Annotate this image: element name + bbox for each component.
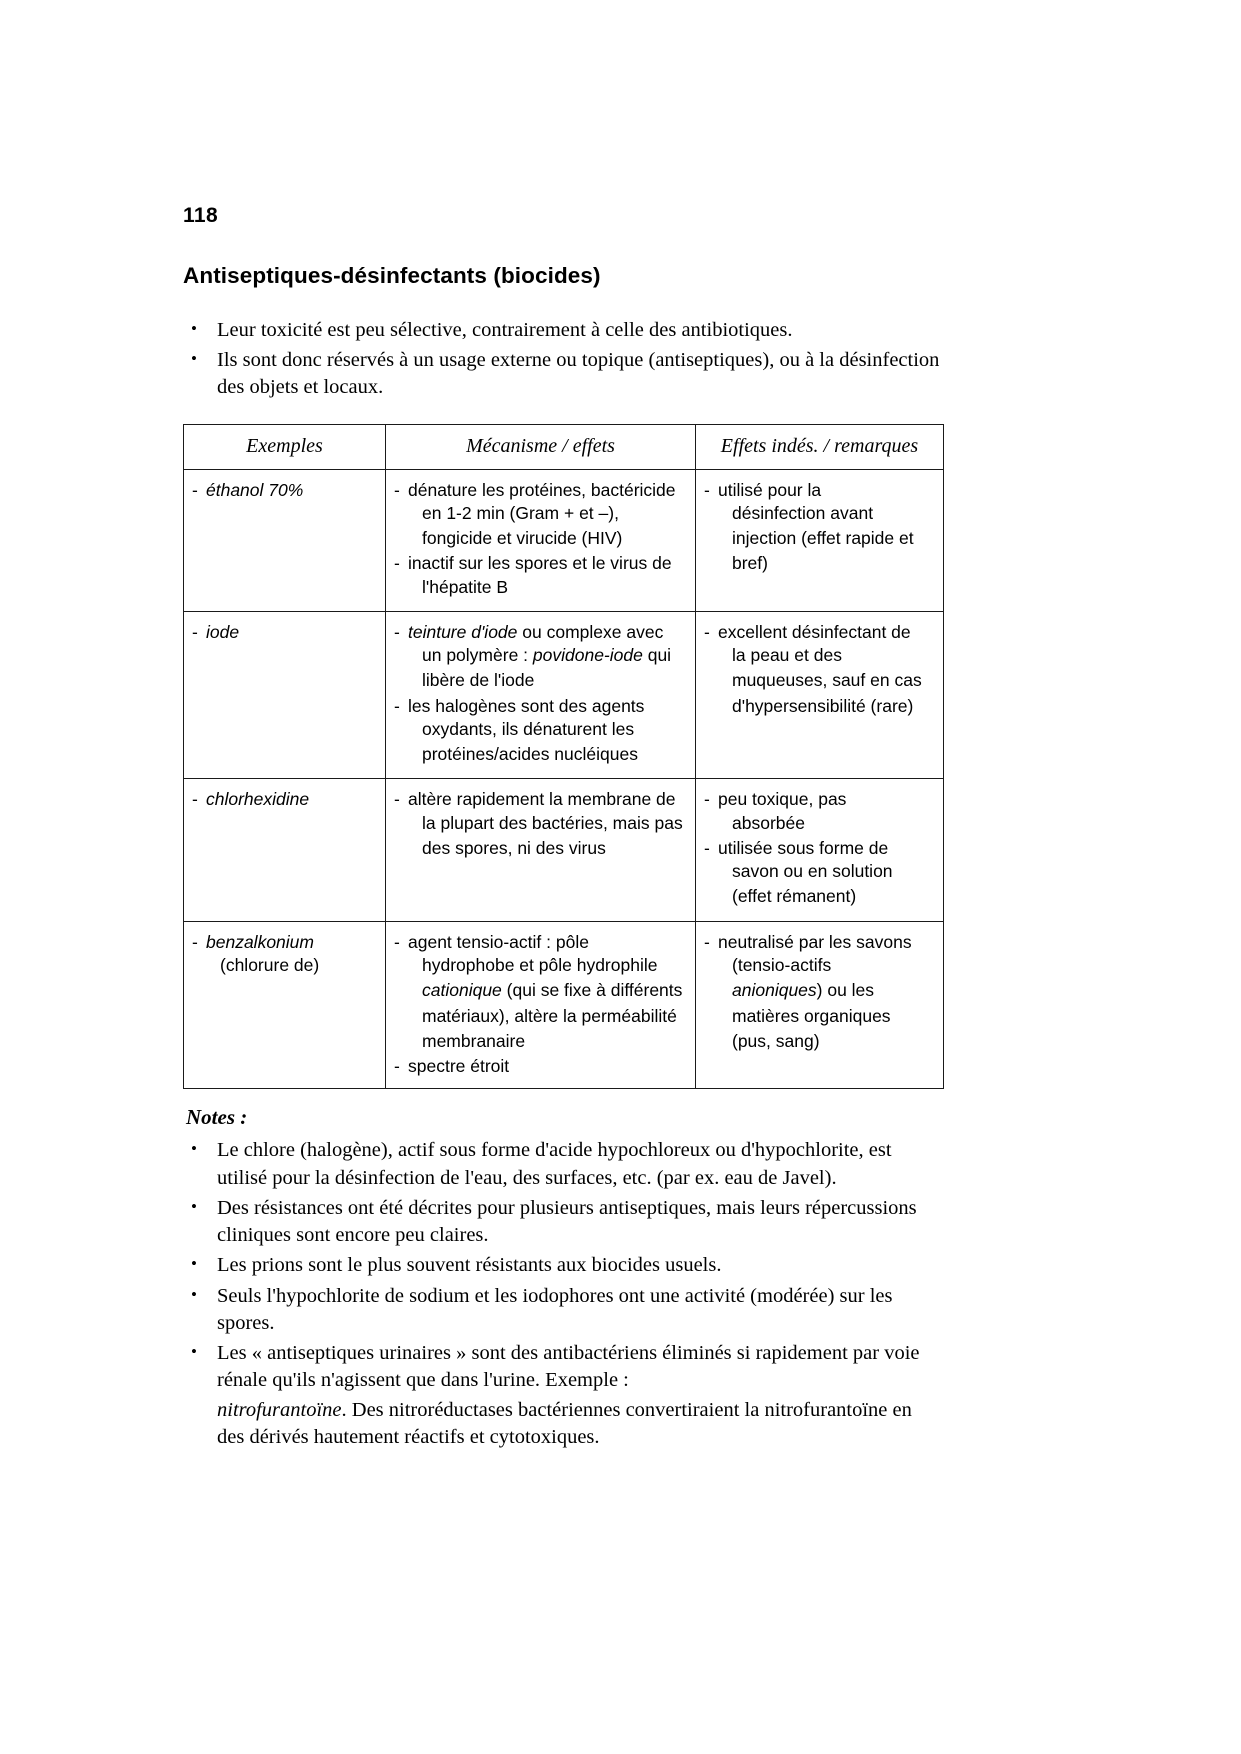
- effects-text-cont: (tensio-actifs: [732, 955, 832, 976]
- mechanism-text-cont: protéines/acides nucléiques: [422, 744, 638, 765]
- page-number: 118: [183, 204, 219, 227]
- mechanism-text-cont: [408, 979, 687, 1002]
- dash-marker: -: [704, 479, 710, 500]
- notes-bullet-list: [183, 1137, 943, 1451]
- mechanism-text-cont: des spores, ni des virus: [422, 837, 606, 858]
- effects-text-cont: savon ou en solution: [732, 861, 893, 882]
- table-header-row: [184, 424, 944, 469]
- mechanism-text: inactif sur les spores et le virus de: [408, 553, 672, 574]
- mechanism-entry: [394, 1055, 687, 1078]
- effects-text-cont: matières organiques: [732, 1005, 891, 1026]
- note-bullet-1: • Le chlore (halogène), actif sous forme d'acide hypochloreux ou d'hypochlorite, est utilisé pour la désinfection de l'eau, des surfaces, etc. (par ex. eau de Javel).: [183, 1137, 943, 1192]
- effects-text: neutralisé par les savons: [718, 931, 912, 952]
- effects-text-cont: (pus, sang): [732, 1030, 820, 1051]
- example-name-sub: (chlorure de): [220, 955, 320, 976]
- dash-marker: -: [192, 931, 198, 952]
- table-row: [184, 921, 944, 1089]
- page-title: Antiseptiques-désinfectants (biocides): [183, 263, 601, 288]
- cell-effects: [696, 611, 944, 779]
- notes-heading: Notes :: [186, 1105, 248, 1130]
- example-name: iode: [206, 621, 240, 642]
- example-entry: [192, 621, 377, 644]
- cell-example: [184, 611, 386, 779]
- dash-marker: -: [394, 931, 400, 952]
- cell-mechanism: [386, 779, 696, 921]
- mechanism-text-cont: fongicide et virucide (HIV): [422, 528, 623, 549]
- mechanism-text-cont: la plupart des bactéries, mais pas: [422, 812, 683, 833]
- mechanism-text-cont: libère de l'iode: [422, 670, 535, 691]
- cell-example: [184, 779, 386, 921]
- drug-name: nitrofurantoïne: [217, 1398, 342, 1421]
- mechanism-text: altère rapidement la membrane de: [408, 789, 676, 810]
- cell-effects: [696, 779, 944, 921]
- example-name: benzalkonium: [206, 931, 314, 952]
- table-header-examples: Exemples: [184, 424, 386, 469]
- mechanism-term: cationique: [422, 980, 502, 1001]
- effects-text-cont: injection (effet rapide et: [732, 528, 914, 549]
- dash-marker: -: [704, 789, 710, 810]
- mechanism-entry: [394, 621, 687, 693]
- example-name: éthanol 70%: [206, 479, 304, 500]
- mechanism-text-cont: membranaire: [422, 1030, 526, 1051]
- cell-mechanism: [386, 921, 696, 1089]
- effects-entry: [704, 837, 935, 909]
- mechanism-entry: [394, 695, 687, 767]
- table-row: [184, 469, 944, 611]
- cell-mechanism: [386, 611, 696, 779]
- effects-text: utilisée sous forme de: [718, 837, 889, 858]
- effects-text-cont: (effet rémanent): [732, 886, 857, 907]
- mechanism-text: qui: [642, 645, 672, 666]
- mechanism-entry: [394, 788, 687, 860]
- effects-entry: [704, 931, 935, 1053]
- effects-text: excellent désinfectant de: [718, 621, 911, 642]
- mechanism-text: (qui se fixe à différents: [501, 980, 683, 1001]
- intro-bullet-2: • Ils sont donc réservés à un usage externe ou topique (antiseptiques), ou à la désinfection des objets et locaux.: [183, 347, 943, 402]
- dash-marker: -: [192, 789, 198, 810]
- dash-marker: -: [704, 837, 710, 858]
- note-bullet-5: [183, 1340, 943, 1451]
- effects-text: utilisé pour la: [718, 479, 822, 500]
- mechanism-text-cont: oxydants, ils dénaturent les: [422, 718, 635, 739]
- mechanism-text-cont: en 1-2 min (Gram + et –),: [422, 502, 619, 523]
- note-bullet-3: • Les prions sont le plus souvent résistants aux biocides usuels.: [183, 1252, 943, 1279]
- cell-example: [184, 469, 386, 611]
- antiseptics-table: [183, 424, 944, 1090]
- effects-text-cont: bref): [732, 553, 768, 574]
- intro-bullet-1: • Leur toxicité est peu sélective, contrairement à celle des antibiotiques.: [183, 317, 943, 344]
- effects-text-cont: d'hypersensibilité (rare): [732, 695, 914, 716]
- note-bullet-4: • Seuls l'hypochlorite de sodium et les iodophores ont une activité (modérée) sur les spores.: [183, 1283, 943, 1338]
- dash-marker: -: [394, 479, 400, 500]
- effects-text-cont: [718, 979, 935, 1002]
- mechanism-entry: [394, 479, 687, 551]
- effects-text-cont: désinfection avant: [732, 502, 874, 523]
- dash-marker: -: [394, 789, 400, 810]
- mechanism-text: agent tensio-actif : pôle: [408, 931, 589, 952]
- dash-marker: -: [704, 931, 710, 952]
- effects-entry: [704, 479, 935, 576]
- example-entry: [192, 479, 377, 502]
- table-row: [184, 611, 944, 779]
- effects-text-cont: la peau et des: [732, 645, 842, 666]
- example-entry: [192, 931, 377, 978]
- cell-effects: [696, 469, 944, 611]
- dash-marker: -: [192, 621, 198, 642]
- effects-text-cont: muqueuses, sauf en cas: [732, 670, 922, 691]
- intro-bullet-list: [183, 317, 943, 402]
- effects-text-cont: absorbée: [732, 812, 805, 833]
- note-text-rest: . Des nitroréductases bactériennes convertiraient la nitrofurantoïne en des dérivés hautement réactifs et cytotoxiques.: [217, 1398, 912, 1448]
- mechanism-entry: [394, 931, 687, 1053]
- note-text-part2: [217, 1397, 943, 1452]
- mechanism-text-cont: hydrophobe et pôle hydrophile: [422, 955, 658, 976]
- dash-marker: -: [394, 1056, 400, 1077]
- mechanism-term: teinture d'iode: [408, 621, 518, 642]
- table-header-effects: Effets indés. / remarques: [696, 424, 944, 469]
- mechanism-text: les halogènes sont des agents: [408, 695, 645, 716]
- cell-effects: [696, 921, 944, 1089]
- dash-marker: -: [394, 553, 400, 574]
- mechanism-text: dénature les protéines, bactéricide: [408, 479, 676, 500]
- effects-entry: [704, 621, 935, 718]
- table-row: [184, 779, 944, 921]
- dash-marker: -: [394, 621, 400, 642]
- mechanism-text-cont: [408, 644, 687, 667]
- note-text-part1: Les « antiseptiques urinaires » sont des antibactériens éliminés si rapidement par voie rénale qu'ils n'agissent que dans l'urine. Exemple :: [217, 1342, 920, 1392]
- mechanism-text-cont: matériaux), altère la perméabilité: [422, 1005, 677, 1026]
- mechanism-term: povidone-iode: [532, 645, 643, 666]
- mechanism-entry: [394, 552, 687, 599]
- page-content: [183, 205, 943, 1454]
- effects-term: anioniques: [732, 980, 817, 1001]
- effects-text: peu toxique, pas: [718, 789, 847, 810]
- mechanism-text: un polymère :: [422, 645, 533, 666]
- mechanism-text: spectre étroit: [408, 1056, 510, 1077]
- mechanism-text-cont: l'hépatite B: [422, 576, 509, 597]
- effects-entry: [704, 788, 935, 835]
- cell-mechanism: [386, 469, 696, 611]
- cell-example: [184, 921, 386, 1089]
- dash-marker: -: [704, 621, 710, 642]
- mechanism-text: ou complexe avec: [517, 621, 664, 642]
- example-name: chlorhexidine: [206, 789, 310, 810]
- table-header-mechanism: Mécanisme / effets: [386, 424, 696, 469]
- dash-marker: -: [192, 479, 198, 500]
- note-bullet-2: • Des résistances ont été décrites pour plusieurs antiseptiques, mais leurs répercussions cliniques sont encore peu claires.: [183, 1195, 943, 1250]
- effects-text: ) ou les: [816, 980, 875, 1001]
- example-entry: [192, 788, 377, 811]
- dash-marker: -: [394, 695, 400, 716]
